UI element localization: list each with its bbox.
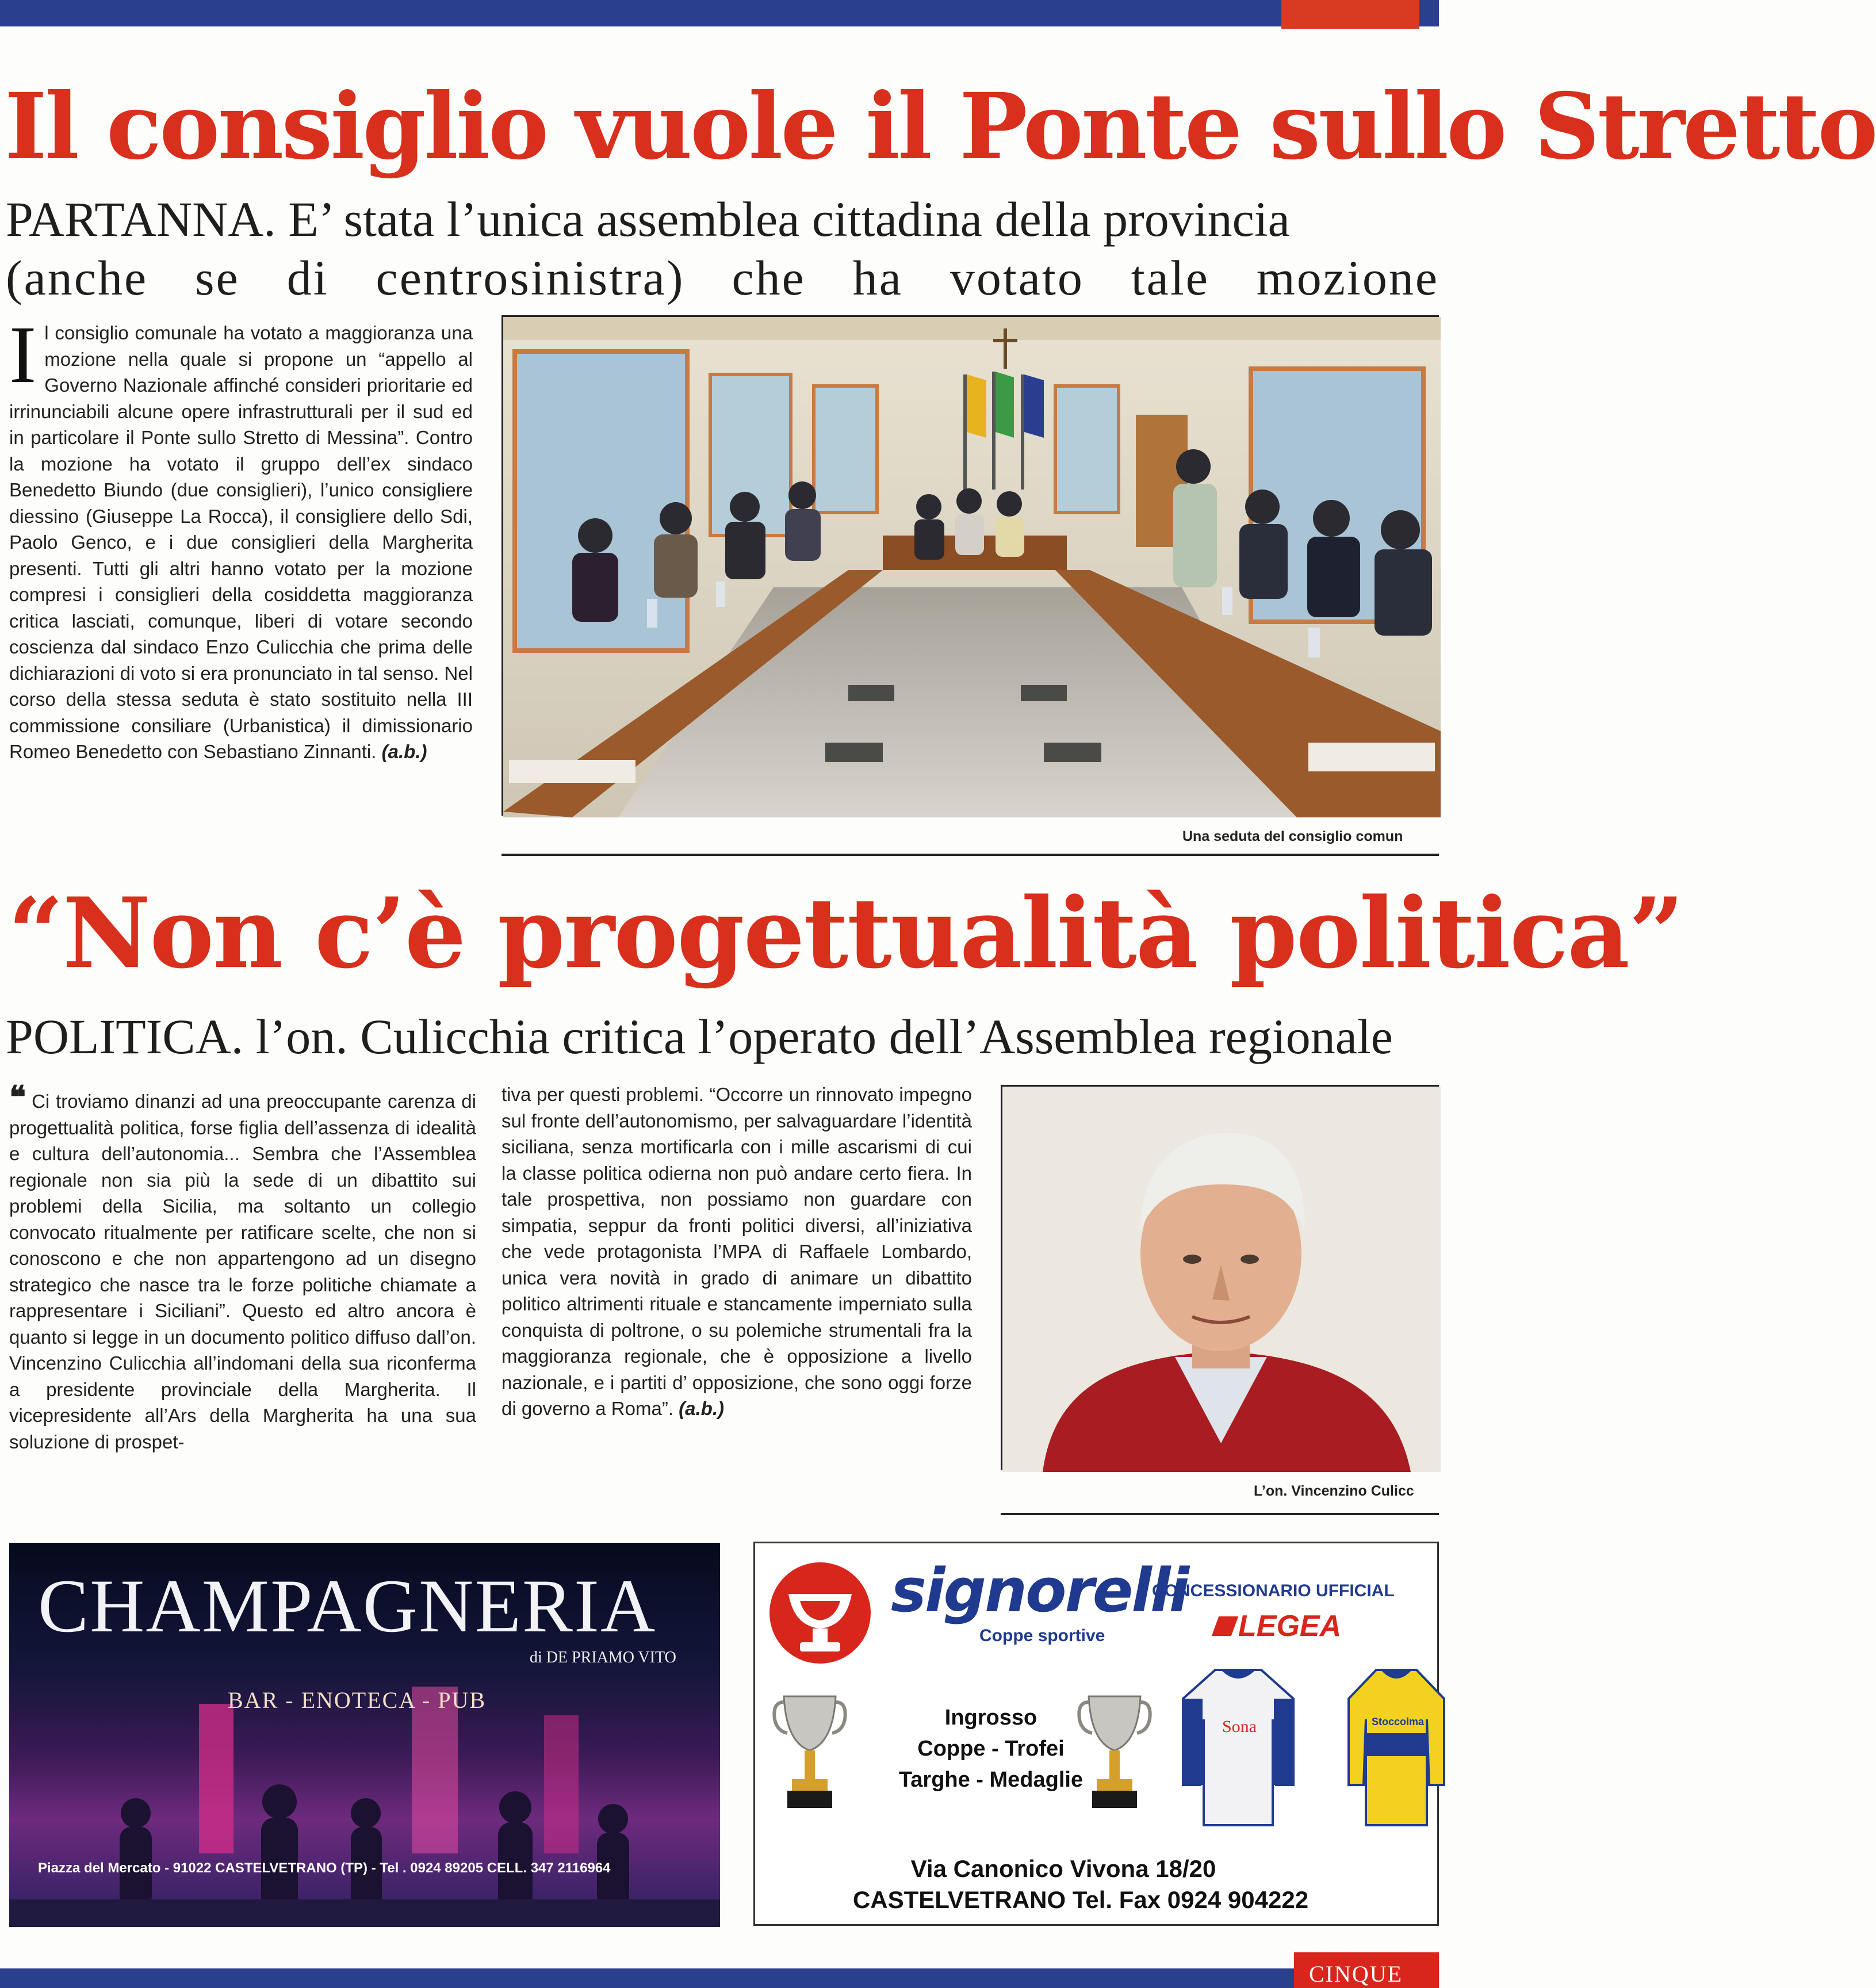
culicchia-portrait-illustration [1002,1087,1441,1472]
champagneria-tagline: BAR - ENOTECA - PUB [228,1687,487,1713]
product-item: Targhe - Medaglie [898,1768,1084,1792]
article2-column2-text: tiva per questi problemi. “Occorre un rinnovato impegno sul fronte dell’autonomismo, per salvaguardare l’identità siciliana, senza mortificarla con i mille ascarismi di cui la classe politica odierna non può andare certo fiera. In tale prospettiva, non possiamo non guardare con simpatia, seppur da fronti politici diversi, all’iniziativa che vede protagonista l’MPA di Raffaele Lombardo, unica vera novità in grado di animare un dibattito politico altrimenti rituale e stancamente imperniato sulla conquista di poltrone, o su polemiche strumentali fra la maggioranza regionale, che è opposizione a livello nazionale, e i partiti d’ opposizione, che sono oggi forze di governo a Roma”. [501,1084,972,1419]
legea-logo [1215,1609,1341,1643]
champagneria-advertisement [9,1543,720,1927]
article2-column1 [9,1080,476,1514]
products-list [870,1702,1112,1795]
signorelli-advertisement [753,1542,1439,1926]
signorelli-brand-sub: Coppe sportive [979,1626,1105,1645]
legea-mark-icon [1212,1616,1238,1636]
article1-body [9,309,473,866]
article1-subhead [6,190,1439,307]
article1-signature: (a.b.) [381,741,427,762]
article1-subhead-line1: PARTANNA. E’ stata l’unica assemblea cittadina della provincia [6,192,1290,247]
article2-divider-rule [1001,1513,1439,1515]
article2-subhead: POLITICA. l’on. Culicchia critica l’operato dell’Assemblea regionale [6,1009,1393,1064]
article1-subhead-line2: (anche se di centrosinistra) che ha votato tale mozione [6,250,1439,305]
article1-body-text: l consiglio comunale ha votato a maggioranza una mozione nella quale si propone un “appello al Governo Nazionale affinché consideri prioritarie ed irrinunciabili alcune opere infrastrutturali per il sud ed in particolare il Ponte sullo Stretto di Messina”. Contro la mozione ha votato il gruppo dell’ex sindaco Benedetto Biundo (due consiglieri), l’unico consigliere diessino (Giuseppe La Rocca), il consigliere dello Sdi, Paolo Genco, e i due consiglieri della Margherita presenti. Tutti gli altri hanno votato per la mozione compresi i consiglieri della cosiddetta maggioranza critica lasciati, comunque, liberi di votare secondo coscienza dal sindaco Enzo Culicchia che prima delle dichiarazioni di voto si era pronunciato in tal senso. Nel corso della stessa seduta è stato sostituito nella III commissione consiliare (Urbanistica) il dimissionario Romeo Benedetto con Sebastiano Zinnanti. [9,322,473,762]
article1-photo-caption: Una seduta del consiglio comun [1182,828,1403,844]
article1-dropcap: I [9,309,37,400]
top-color-bar [0,0,1439,26]
article1-divider-rule [501,854,1439,856]
trophy-icon [1077,1691,1152,1811]
champagneria-address: Piazza del Mercato - 91022 CASTELVETRANO (TP) - Tel . 0924 89205 CELL. 347 2116964 [38,1860,611,1876]
top-red-tab [1281,0,1419,29]
article2-headline: “Non c’è progettualità politica” [8,876,1683,990]
quote-mark-icon: ❝ [9,1080,26,1115]
bottom-color-bar [0,1968,1439,1988]
jersey-label-sona: Sona [1222,1717,1257,1736]
dealer-label: CONCESSIONARIO UFFICIAL [1152,1581,1395,1600]
trophy-icon [772,1691,847,1811]
council-session-illustration [503,317,1441,817]
article2-signature: (a.b.) [679,1398,724,1419]
article1-headline: Il consiglio vuole il Ponte sullo Stretto [5,74,1876,180]
culicchia-portrait-photo [1001,1085,1439,1470]
signorelli-brand: signorelli [891,1555,1188,1626]
signorelli-address-line2: CASTELVETRANO Tel. Fax 0924 904222 [852,1886,1309,1913]
champagneria-title: CHAMPAGNERIA [38,1563,657,1648]
product-item: Ingrosso [944,1706,1037,1730]
page-section-label: CINQUE [1294,1952,1439,1988]
white-blue-jersey-icon [1181,1664,1296,1831]
article2-column1-text: Ci troviamo dinanzi ad una preoccupante carenza di progettualità politica, forse figlia dell’assenza di idealità e cultura dell’autonomia... Sembra che l’Assemblea regionale non sia più la sede di un dibattito sui problemi della Sicilia, ma soltanto un collegio convocato ritualmente per ratificare scelte, che non si conoscono e che non appartengono ad un disegno strategico che nasce tra le forze politiche chiamate a rappresentare i Siciliani”. Questo ed altro ancora è quanto si legge in un documento politico diffuso dall’on. Vincenzino Culicchia all’indomani della sua riconferma a presidente provinciale della Margherita. Il vicepresidente all’Ars della Margherita ha una sua soluzione di prospet- [9,1091,476,1452]
product-item: Coppe - Trofei [917,1737,1065,1761]
council-session-photo [501,315,1439,816]
article2-photo-caption: L’on. Vincenzino Culicc [1254,1483,1414,1499]
champagneria-owner: di DE PRIAMO VITO [530,1649,676,1666]
signorelli-address-line1: Via Canonico Vivona 18/20 [910,1855,1216,1882]
signorelli-logo-icon [765,1558,875,1668]
jersey-label-stoccolma: Stoccolma [1372,1716,1425,1727]
article2-column2 [501,1081,972,1514]
yellow-blue-jersey-icon [1347,1664,1445,1831]
legea-brand: LEGEA [1238,1609,1342,1643]
